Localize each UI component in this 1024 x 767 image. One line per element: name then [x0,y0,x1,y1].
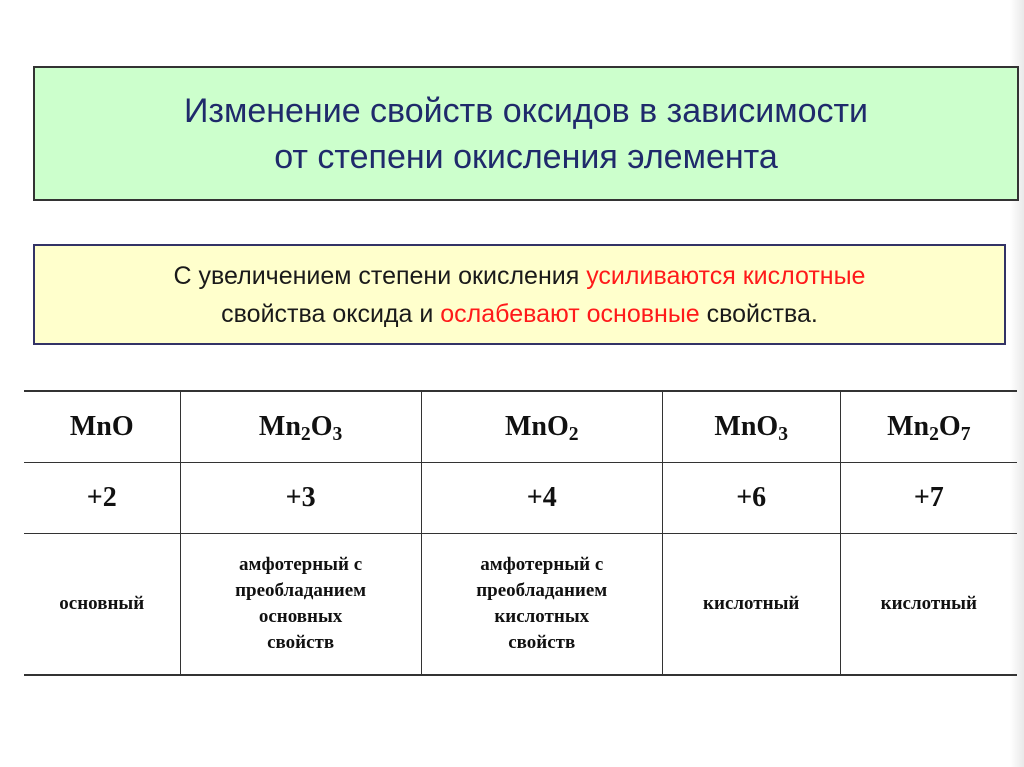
property-line: кислотных [494,606,590,627]
formula-cell-1 [180,391,421,463]
property-line: амфотерный с [480,554,604,575]
property-line: свойств [508,632,576,653]
oxidation-state-cell: +6 [662,463,840,534]
formula-text: MnO [504,411,569,442]
formula-subscript: 7 [960,423,971,445]
title-box [33,66,1019,201]
info-box [33,244,1006,345]
property-row [24,534,1017,676]
formula-text: O [310,411,333,442]
formula-text: Mn [887,411,930,442]
info-highlight-basic: ослабевают основные [440,299,700,328]
formula-subscript: 2 [929,423,939,445]
formula-subscript: 2 [300,423,311,445]
property-cell-1 [180,534,421,676]
info-text: С увеличением степени окисления [173,261,587,290]
property-cell-0 [24,534,180,676]
info-highlight-acidic: усиливаются кислотные [586,261,866,290]
property-cell-4 [840,534,1017,676]
info-text: свойства оксида и [221,299,441,328]
oxides-table [24,390,1017,676]
oxidation-state-cell: +4 [421,463,662,534]
property-line: основных [258,606,343,627]
formula-text: Mn [258,411,301,442]
title-line-2: от степени окисления элемента [274,137,778,176]
formula-row [24,391,1017,463]
property-line: амфотерный с [239,554,363,575]
info-line-1 [174,257,866,295]
property-line: свойств [267,632,335,653]
formula-text: MnO [69,411,134,442]
property-line: преобладанием [476,580,608,601]
formula-subscript: 2 [568,423,579,445]
title-line-1: Изменение свойств оксидов в зависимости [183,91,869,130]
formula-cell-3 [662,391,840,463]
oxidation-state-cell: +7 [840,463,1017,534]
formula-cell-0 [24,391,180,463]
formula-text: MnO [714,411,779,442]
oxidation-state-cell: +3 [180,463,421,534]
property-cell-3 [662,534,840,676]
property-line: кислотный [703,593,800,614]
oxidation-state-row [24,463,1017,534]
formula-text: O [938,411,961,442]
oxidation-state-cell: +2 [24,463,180,534]
formula-cell-4 [840,391,1017,463]
property-line: основный [59,593,145,614]
info-text: свойства. [699,299,818,328]
formula-subscript: 3 [778,423,788,445]
info-line-2 [221,295,818,333]
property-line: кислотный [880,593,977,614]
property-cell-2 [421,534,662,676]
formula-cell-2 [421,391,662,463]
formula-subscript: 3 [332,423,343,445]
property-line: преобладанием [235,580,367,601]
